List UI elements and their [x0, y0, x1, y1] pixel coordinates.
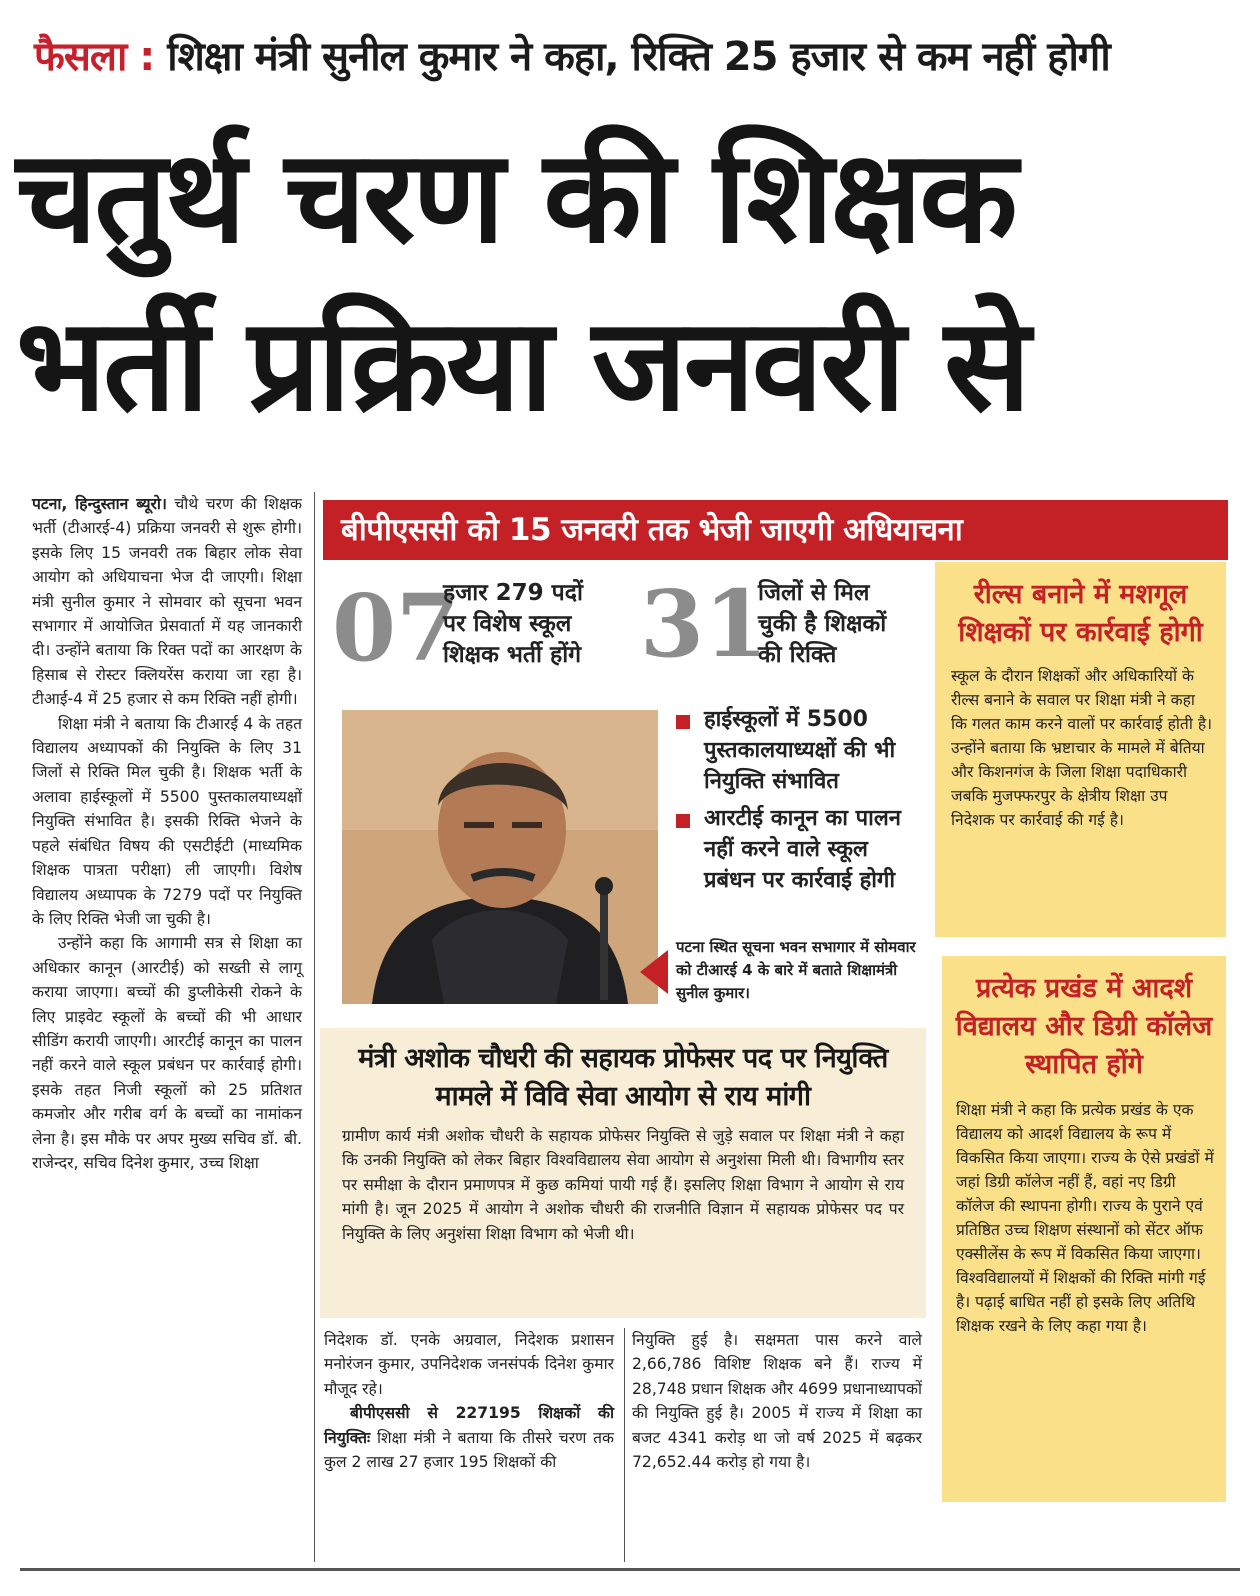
- caption-arrow-icon: [640, 950, 668, 994]
- stat-text-line: की रिक्ति: [758, 642, 837, 668]
- stat-text-line: हजार 279 पदों: [443, 580, 583, 606]
- ashok-box-body: ग्रामीण कार्य मंत्री अशोक चौधरी के सहायक प्रोफेसर नियुक्ति से जुड़े सवाल पर शिक्षा मंत्री ने कहा कि उनकी नियुक्ति को लेकर बिहार विश्वविद्यालय सेवा आयोग से अनुशंसा मिली थी। विभागीय स्तर पर समीक्षा के दौरान प्रमाणपत्र में कुछ कमियां पायी गई हैं। इसलिए शिक्षा विभाग ने आयोग से राय मांगी है। जून 2025 में आयोग ने अशोक चौधरी की राजनीति विज्ञान में सहायक प्रोफेसर पद पर नियुक्ति के लिए अनुशंसा शिक्षा विभाग को भेजी थी।: [342, 1127, 904, 1243]
- stat-text-line: जिलों से मिल: [758, 580, 870, 606]
- story-paragraph-1: चौथे चरण की शिक्षक भर्ती (टीआरई-4) प्रक्रिया जनवरी से शुरू होगी। इसके लिए 15 जनवरी तक बिहार लोक सेवा आयोग को अधियाचना भेज दी जाएगी। शिक्षा मंत्री सुनील कुमार ने सोमवार को सूचना भवन सभागार में आयोजित प्रेसवार्ता में यह जानकारी दी। उन्होंने बताया कि रिक्त पदों का आरक्षण के हिसाब से रोस्टर क्लियरेंस कराया जा रहा है। टीआई-4 में 25 हजार से कम रिक्ति नहीं होगी।: [32, 495, 302, 709]
- ashok-choudhary-box: [320, 1028, 926, 1318]
- middle-paragraph-2: शिक्षा मंत्री ने बताया कि तीसरे चरण तक कुल 2 लाख 27 हजार 195 शिक्षकों की: [324, 1428, 614, 1472]
- headline-line-2: भर्ती प्रक्रिया जनवरी से: [16, 291, 1028, 440]
- key-points-list: [676, 704, 926, 902]
- middle-subhead: बीपीएससी से 227195 शिक्षकों की नियुक्तिः: [324, 1404, 614, 1447]
- stat-text-31: [758, 578, 886, 671]
- right-paragraph-1: नियुक्ति हुई है। सक्षमता पास करने वाले 2,66,786 विशिष्ट शिक्षक बने हैं। राज्य में 28,748 प्रधान शिक्षक और 4699 प्रधानाध्यापकों की नियुक्ति हुई है। 2005 में राज्य में शिक्षा का बजट 4341 करोड़ था जो वर्ष 2025 में बढ़कर 72,652.44 करोड़ हो गया है।: [632, 1331, 922, 1472]
- key-point-text: हाईस्कूलों में 5500 पुस्तकालयाध्यक्षों की भी नियुक्ति संभावित: [704, 707, 896, 794]
- ashok-box-heading: मंत्री अशोक चौधरी की सहायक प्रोफेसर पद पर नियुक्ति मामले में विवि सेवा आयोग से राय मांगी: [358, 1043, 888, 1112]
- key-point-item: [676, 803, 926, 896]
- left-column-story: [32, 492, 302, 1175]
- sidebar-reels-heading: रील्स बनाने में मशगूल शिक्षकों पर कार्रवाई होगी: [958, 579, 1203, 648]
- photo-caption: पटना स्थित सूचना भवन सभागार में सोमवार को टीआरई 4 के बारे में बताते शिक्षामंत्री सुनील कुमार।: [676, 938, 916, 1002]
- stat-text-07: [443, 578, 583, 671]
- story-paragraph-2: शिक्षा मंत्री ने बताया कि टीआरई 4 के तहत विद्यालय अध्यापकों की नियुक्ति के लिए 31 जिलों से रिक्ति मिल चुकी है। शिक्षक भर्ती के अलावा हाईस्कूलों में 5500 पुस्तकालयाध्यक्षों नियुक्ति संभावित है। इसकी रिक्ति भेजने के पहले संबंधित विषय की एसटीईटी (माध्यमिक शिक्षक पात्रता परीक्षा) ली जाएगी। विशेष विद्यालय अध्यापक के 7279 पदों पर नियुक्ति के लिए रिक्ति भेजी जा चुकी है।: [32, 714, 302, 928]
- stat-text-line: शिक्षक भर्ती होंगे: [443, 642, 582, 668]
- column-divider: [314, 492, 315, 1562]
- subhead-banner: बीपीएससी को 15 जनवरी तक भेजी जाएगी अधियाचना: [323, 500, 1228, 560]
- kicker-text: शिक्षा मंत्री सुनील कुमार ने कहा, रिक्ति 25 हजार से कम नहीं होगी: [167, 34, 1110, 80]
- bullet-square-icon: [676, 715, 690, 729]
- bullet-square-icon: [676, 814, 690, 828]
- key-point-text: आरटीई कानून का पालन नहीं करने वाले स्कूल प्रबंधन पर कार्रवाई होगी: [704, 806, 901, 893]
- kicker-label: फैसला :: [34, 34, 155, 80]
- sidebar-model-school-heading: प्रत्येक प्रखंड में आदर्श विद्यालय और डिग्री कॉलेज स्थापित होंगे: [955, 973, 1213, 1080]
- stat-number-07: 07: [332, 574, 461, 682]
- stat-text-line: चुकी है शिक्षकों: [758, 611, 887, 637]
- sidebar-reels-body: स्कूल के दौरान शिक्षकों और अधिकारियों के रील्स बनाने के सवाल पर शिक्षा मंत्री ने कहा कि गलत काम करने वालों पर कार्रवाई होती है। उन्होंने बताया कि भ्रष्टाचार के मामले में बेतिया और किशनगंज के जिला शिक्षा पदाधिकारी जबकि मुजफ्फरपुर के क्षेत्रीय शिक्षा उप निदेशक पर कार्रवाई की गई है।: [951, 667, 1213, 829]
- sidebar-reels-box: [935, 562, 1226, 937]
- right-column-story: [632, 1328, 922, 1474]
- column-divider: [624, 1328, 625, 1562]
- middle-paragraph-1: निदेशक डॉ. एनके अग्रवाल, निदेशक प्रशासन मनोरंजन कुमार, उपनिदेशक जनसंपर्क दिनेश कुमार मौजूद रहे।: [324, 1331, 614, 1398]
- stat-text-line: पर विशेष स्कूल: [443, 611, 572, 637]
- dateline: पटना, हिन्दुस्तान ब्यूरो।: [32, 495, 167, 513]
- stat-number-31: 31: [640, 570, 769, 678]
- sidebar-model-school-box: [942, 956, 1226, 1502]
- minister-portrait-illustration: [342, 710, 658, 1004]
- headline-line-1: चतुर्थ चरण की शिक्षक: [16, 123, 1015, 272]
- story-paragraph-3: उन्होंने कहा कि आगामी सत्र से शिक्षा का अधिकार कानून (आरटीई) को सख्ती से लागू कराया जाएगा। बच्चों की डुप्लीकेसी रोकने के लिए प्राइवेट स्कूलों के बच्चों की भी आधार सीडिंग करायी जाएगी। आरटीई कानून का पालन नहीं करने वाले स्कूल प्रबंधन पर कार्रवाई होगी। इसके तहत निजी स्कूलों को 25 प्रतिशत कमजोर और गरीब वर्ग के बच्चों का नामांकन लेना है। इस मौके पर अपर मुख्य सचिव डॉ. बी. राजेन्दर, सचिव दिनेश कुमार, उच्च शिक्षा: [32, 934, 302, 1172]
- sidebar-model-school-body: शिक्षा मंत्री ने कहा कि प्रत्येक प्रखंड के एक विद्यालय को आदर्श विद्यालय के रूप में विकसित किया जाएगा। राज्य के ऐसे प्रखंडों में जहां डिग्री कॉलेज नहीं हैं, वहां नए डिग्री कॉलेज की स्थापना होगी। राज्य के पुराने एवं प्रतिष्ठित उच्च शिक्षण संस्थानों को सेंटर ऑफ एक्सीलेंस के रूप में विकसित किया जाएगा। विश्वविद्यालयों में शिक्षकों की रिक्ति मांगी गई है। पढ़ाई बाधित नहीं हो इसके लिए अतिथि शिक्षक रखने के लिए कहा गया है।: [956, 1101, 1214, 1335]
- kicker-line: [34, 24, 1234, 90]
- middle-column-story: [324, 1328, 614, 1474]
- minister-photo: [342, 710, 658, 1004]
- bottom-rule: [20, 1568, 1240, 1571]
- key-point-item: [676, 704, 926, 797]
